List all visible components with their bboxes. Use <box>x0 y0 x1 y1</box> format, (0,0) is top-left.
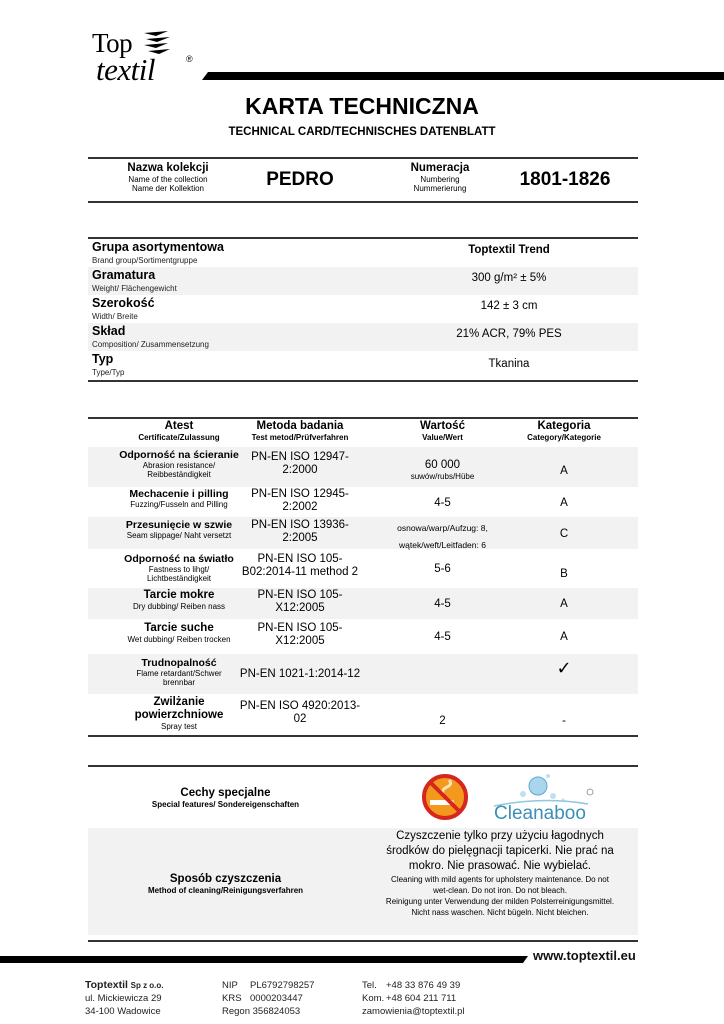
cleaning-en: Cleaning with mild agents for upholstery maintenance. Do not <box>391 875 609 884</box>
test-name: Tarcie mokre <box>143 589 215 601</box>
tel-value[interactable]: +48 33 876 49 39 <box>386 980 461 991</box>
no-smoking-icon <box>420 772 470 822</box>
divider <box>88 237 638 239</box>
special-sub: Special features/ Sondereigenschaften <box>151 800 300 810</box>
cleanaboo-logo <box>488 770 598 826</box>
cleaning-en: wet-clean. Do not iron. Do not bleach. <box>433 886 567 895</box>
divider <box>88 417 638 419</box>
test-sub: Flame retardant/Schwer <box>136 669 222 679</box>
test-name: Tarcie suche <box>144 622 214 634</box>
numbering-label-de: Nummerierung <box>413 184 467 194</box>
method-line: 2:2002 <box>282 501 318 514</box>
regon-value: 356824053 <box>252 1006 301 1017</box>
header-bar <box>202 72 724 80</box>
prop-value: 142 ± 3 cm <box>480 300 538 312</box>
regon-label: Regon <box>222 1006 250 1017</box>
divider <box>88 380 638 382</box>
footer-contact <box>362 979 465 1018</box>
test-method: PN-EN 1021-1:2014-12 <box>239 668 361 680</box>
check-icon: ✓ <box>556 658 572 678</box>
cleaning-instructions <box>360 829 640 918</box>
test-method <box>225 519 375 545</box>
divider <box>88 157 638 159</box>
prop-sub: Composition/ Zusammensetzung <box>92 340 209 349</box>
prop-label: Typ <box>92 352 114 366</box>
cleaning-title: Sposób czyszczenia <box>169 873 282 885</box>
th-method <box>225 420 375 442</box>
test-sub: Fastness to lihgt/ <box>148 565 210 575</box>
prop-sub: Brand group/Sortimentgruppe <box>92 256 198 265</box>
cleaning-de: Reinigung unter Verwendung der milden Polsterreinigungsmittel. <box>385 897 615 906</box>
test-category: A <box>560 465 568 477</box>
footer-company <box>85 979 164 1018</box>
test-category: A <box>560 631 568 643</box>
th-label: Metoda badania <box>256 420 344 432</box>
test-value: 5-6 <box>434 563 451 575</box>
collection-label-de: Name der Kollektion <box>131 184 205 194</box>
test-sub: Abrasion resistance/ <box>142 461 216 471</box>
test-method <box>225 700 375 726</box>
test-sub: Lichtbeständigkeit <box>146 574 212 584</box>
th-label: Atest <box>164 420 194 432</box>
logo-textil-text: textil <box>96 52 155 87</box>
test-sub: Fuzzing/Fusseln and Pilling <box>130 500 228 510</box>
collection-label-en: Name of the collection <box>128 175 208 185</box>
logo-top-text: Top <box>92 28 133 58</box>
nip-value: PL6792798257 <box>250 980 315 991</box>
value-sub: wątek/weft/Leitfaden: 6 <box>399 540 486 550</box>
numbering-label-en: Numbering <box>420 175 460 185</box>
footer-bar <box>0 956 528 963</box>
th-sub: Test metod/Prüfverfahren <box>251 433 349 443</box>
toptextil-logo <box>76 24 216 87</box>
test-category: - <box>562 715 566 727</box>
th-category <box>490 420 638 442</box>
company-name: Toptextil <box>85 979 128 991</box>
value-main: 60 000 <box>424 459 461 471</box>
prop-label: Gramatura <box>92 268 156 282</box>
method-line: 2:2005 <box>282 532 318 545</box>
prop-value: 300 g/m² ± 5% <box>471 272 547 284</box>
test-name: Odporność na ścieranie <box>119 449 239 461</box>
test-sub: Wet dubbing/ Reiben trocken <box>127 635 231 645</box>
method-line: PN-EN ISO 12947- <box>251 451 349 463</box>
test-name: Trudnopalność <box>141 657 217 669</box>
th-sub: Value/Wert <box>422 433 463 443</box>
value-main: osnowa/warp/Aufzug: 8, <box>397 523 488 533</box>
divider <box>88 735 638 737</box>
prop-value: Toptextil Trend <box>468 244 550 256</box>
test-sub: Spray test <box>160 722 197 732</box>
cleaning-sub: Method of cleaning/Reinigungsverfahren <box>147 886 304 896</box>
footer-registry <box>222 979 314 1018</box>
special-features-label <box>88 787 363 809</box>
tel-label: Tel. <box>362 980 377 991</box>
test-method <box>225 589 375 615</box>
method-line: PN-EN ISO 12945- <box>251 488 349 500</box>
kom-value[interactable]: +48 604 211 711 <box>386 993 457 1004</box>
test-name: Zwilżanie <box>153 696 205 708</box>
prop-value: 21% ACR, 79% PES <box>456 328 562 340</box>
test-value: 4-5 <box>434 631 451 643</box>
test-category: C <box>559 528 569 540</box>
prop-label: Skład <box>92 324 126 338</box>
krs-value: 0000203447 <box>250 993 303 1004</box>
krs-label: KRS <box>222 993 242 1004</box>
prop-sub: Type/Typ <box>92 368 125 377</box>
cleaning-label <box>88 873 363 895</box>
th-sub: Certificate/Zulassung <box>138 433 220 443</box>
test-method <box>225 622 375 648</box>
prop-label: Grupa asortymentowa <box>92 240 224 254</box>
company-city: 34-100 Wadowice <box>85 1006 161 1017</box>
test-name: Odporność na światło <box>124 553 234 565</box>
test-value: 4-5 <box>434 598 451 610</box>
test-value: 2 <box>439 715 446 727</box>
value-sub: suwów/rubs/Hübe <box>410 472 475 482</box>
divider <box>88 201 638 203</box>
page-title: KARTA TECHNICZNA <box>245 93 479 119</box>
collection-name: PEDRO <box>266 169 334 190</box>
test-name: powierzchniowe <box>134 709 224 722</box>
test-name: Przesunięcie w szwie <box>125 519 233 531</box>
collection-label: Nazwa kolekcji <box>127 162 209 174</box>
special-title: Cechy specjalne <box>180 787 271 799</box>
prop-sub: Width/ Breite <box>92 312 138 321</box>
test-sub: Seam slippage/ Naht versetzt <box>126 531 232 541</box>
th-sub: Category/Kategorie <box>527 433 601 443</box>
numbering-label-block <box>390 162 490 194</box>
cleaning-pl: mokro. Nie prasować. Nie wybielać. <box>408 860 592 872</box>
page-subtitle: TECHNICAL CARD/TECHNISCHES DATENBLATT <box>228 126 496 138</box>
prop-value: Tkanina <box>488 358 530 370</box>
th-label: Kategoria <box>537 420 591 432</box>
method-line: PN-EN ISO 105- <box>257 622 343 634</box>
registered-mark: ® <box>186 54 193 64</box>
method-line: PN-EN ISO 105- <box>257 589 343 601</box>
method-line: X12:2005 <box>275 602 325 615</box>
numbering-value: 1801-1826 <box>519 169 611 190</box>
kom-label: Kom. <box>362 993 385 1004</box>
cleaning-pl: środków do pielęgnacji tapicerki. Nie prać na <box>386 845 614 857</box>
method-line: B02:2014-11 method 2 <box>241 566 359 579</box>
test-method <box>225 451 375 477</box>
company-street: ul. Mickiewicza 29 <box>85 993 162 1004</box>
company-suffix: Sp z o.o. <box>130 981 164 990</box>
website-link[interactable]: www.toptextil.eu <box>533 948 636 963</box>
cleanaboo-text: Cleanaboo <box>494 803 586 824</box>
method-line: PN-EN ISO 4920:2013- <box>239 700 361 712</box>
nip-label: NIP <box>222 980 238 991</box>
test-sub: brennbar <box>162 678 196 688</box>
test-sub: Dry dubbing/ Reiben nass <box>132 602 226 612</box>
divider <box>88 940 638 942</box>
method-line: PN-EN ISO 13936- <box>251 519 349 531</box>
method-line: PN-EN ISO 105- <box>257 553 343 565</box>
test-method <box>225 553 375 579</box>
cleaning-pl: Czyszczenie tylko przy użyciu łagodnych <box>396 830 604 842</box>
method-line: X12:2005 <box>275 635 325 648</box>
test-category: B <box>560 568 568 580</box>
cleaning-de: Nicht nass waschen. Nicht bügeln. Nicht bleichen. <box>411 908 589 917</box>
prop-sub: Weight/ Flächengewicht <box>92 284 177 293</box>
prop-label: Szerokość <box>92 296 155 310</box>
collection-label-block <box>98 162 238 194</box>
email-link[interactable]: zamowienia@toptextil.pl <box>362 1006 465 1017</box>
test-sub: Reibbeständigkeit <box>147 470 211 480</box>
test-method <box>225 488 375 514</box>
test-value: 4-5 <box>434 497 451 509</box>
numbering-label: Numeracja <box>410 162 470 174</box>
th-label: Wartość <box>420 420 465 432</box>
test-category: A <box>560 598 568 610</box>
test-name: Mechacenie i pilling <box>129 488 229 500</box>
method-line: 2:2000 <box>282 464 318 477</box>
divider <box>88 765 638 767</box>
test-category: A <box>560 497 568 509</box>
method-line: 02 <box>293 713 307 726</box>
